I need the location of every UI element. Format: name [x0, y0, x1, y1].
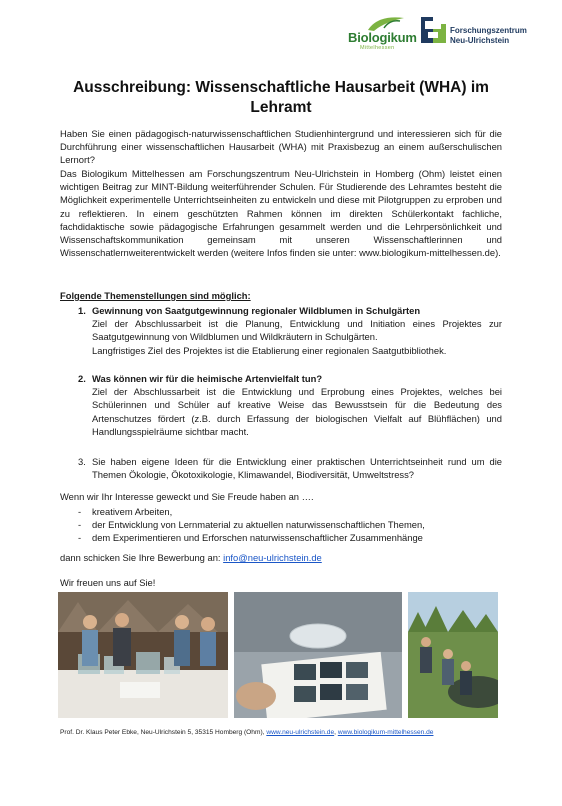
footer-separator: ,	[334, 729, 338, 736]
biologikum-logo-name: Biologikum	[348, 30, 417, 45]
forschungszentrum-logo	[420, 16, 550, 50]
document-title-line2: Lehramt	[250, 99, 312, 116]
footer-address: Prof. Dr. Klaus Peter Ebke, Neu-Ulrichstein 5, 35315 Homberg (Ohm),	[60, 729, 267, 736]
topic-item-2	[78, 372, 502, 438]
interest-text: kreativem Arbeiten,	[92, 506, 173, 517]
topic-number: 3.	[78, 456, 86, 467]
closing-text: Wir freuen uns auf Sie!	[60, 577, 156, 588]
topic-title: Was können wir für die heimische Artenvielfalt tun?	[92, 373, 323, 384]
apply-prefix: dann schicken Sie Ihre Bewerbung an:	[60, 552, 224, 563]
interest-intro: Wenn wir Ihr Interesse geweckt und Sie Freude haben an ….	[60, 491, 314, 502]
bullet-dash: -	[78, 506, 82, 517]
topic-text-2: Langfristiges Ziel des Projektes ist die Etablierung einer regionalen Saatgutbibliothek.	[92, 344, 447, 356]
biologikum-logo	[346, 14, 418, 50]
document-title	[60, 78, 502, 118]
topic-text: Sie haben eigene Ideen für die Entwicklung einer praktischen Unterrichtseinheit rund um die Themen Ökologie, Ökotoxikologie, Klimawandel, Biodiversität, Umweltstress?	[92, 456, 502, 481]
topic-number: 1.	[78, 305, 86, 316]
fz-logo-line2: Neu-Ulrichstein	[450, 36, 510, 45]
topic-number: 2.	[78, 373, 86, 384]
footer	[60, 729, 433, 736]
photo-outdoor-pond	[408, 592, 498, 718]
photo-students-exhibit	[58, 592, 228, 718]
intro-paragraph-2: Das Biologikum Mittelhessen am Forschungszentrum Neu-Ulrichstein in Homberg (Ohm) leistet einen wichtigen Beitrag zur MINT-Bildung weiterführender Schulen. Für Studierende des Lehramtes besteht die Möglichkeit experimentelle Unterrichtseinheiten zu entwickeln und diese mit Pilotgruppen zu erproben und zu reflektieren. In einem geschützten Rahmen können im direkten Schülerkontakt fachliche, fachdidaktische sowie pädagogische Erfahrungen gesammelt werden und die Lehrpersönlichkeit und Wissenschaftskommunikation gemeinsam mit unseren Wissenschaftlerinnen und Wissenschatlernweiterentwickelt werden (weitere Infos finden sie unter: www.biologikum-mittelhessen.de).	[60, 168, 502, 259]
footer-link-biologikum[interactable]: www.biologikum-mittelhessen.de	[337, 729, 434, 736]
photo-petri-dish	[234, 592, 402, 718]
topics-heading: Folgende Themenstellungen sind möglich:	[60, 290, 251, 301]
document-title-line1: Ausschreibung: Wissenschaftliche Hausarbeit (WHA) im	[73, 79, 489, 96]
interest-text: der Entwicklung von Lernmaterial zu aktuellen naturwissenschaftlichen Themen,	[92, 519, 425, 530]
fz-emblem-icon	[420, 16, 448, 46]
apply-email-link[interactable]: info@neu-ulrichstein.de	[223, 552, 322, 563]
topic-item-3	[78, 455, 502, 481]
topic-text: Ziel der Abschlussarbeit ist die Planung, Entwicklung und Initiation eines Projektes zur Saatgutgewinnung von Wildblumen und Wildkräutern in Schulgärten.	[92, 318, 502, 343]
biologikum-logo-sub: Mittelhessen	[360, 45, 395, 51]
footer-link-neu-ulrichstein[interactable]: www.neu-ulrichstein.de	[266, 729, 335, 736]
interest-text: dem Experimentieren und Erforschen naturwissenschaftlicher Zusammenhänge	[92, 532, 423, 543]
intro-paragraph-1: Haben Sie einen pädagogisch-naturwissenschaftlichen Studienhintergrund und interessieren sich für die Durchführung einer wissenschaftlichen Hausarbeit (WHA) mit Praxisbezug an einem außerschulischen Lernort?	[60, 128, 502, 166]
bullet-dash: -	[78, 519, 82, 530]
topic-text: Ziel der Abschlussarbeit ist die Entwicklung und Erprobung eines Projektes, welches bei Schülerinnen und Schüler auf kreative Weise das Bewusstsein für die Bedeutung des Artenschutzes fördert (z.B. durch Erfassung der biologischen Vielfalt auf Blühflächen) und Handlungsspielräume sichtbar macht.	[92, 386, 502, 437]
bullet-dash: -	[78, 532, 82, 543]
apply-line	[60, 552, 322, 563]
topic-title: Gewinnung von Saatgutgewinnung regionaler Wildblumen in Schulgärten	[92, 305, 421, 316]
topic-item-1	[78, 304, 502, 357]
fz-logo-line1: Forschungszentrum	[450, 26, 527, 35]
